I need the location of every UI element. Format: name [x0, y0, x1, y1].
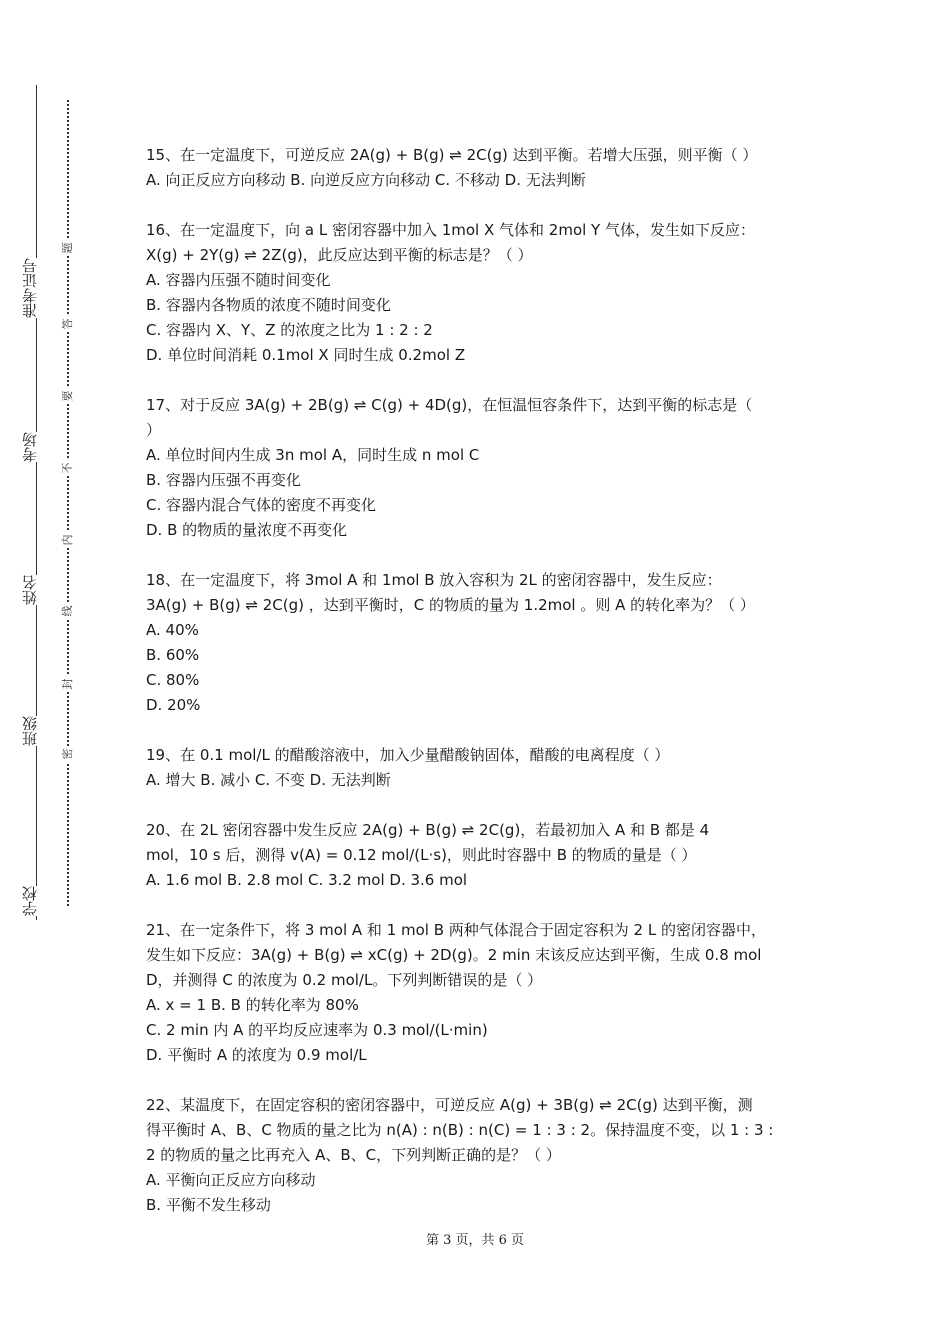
question-line: A. 1.6 mol B. 2.8 mol C. 3.2 mol D. 3.6 mol — [146, 871, 468, 889]
question-line: A. 平衡向正反应方向移动 — [146, 1171, 316, 1189]
question-line: 16、在一定温度下，向 a L 密闭容器中加入 1mol X 气体和 2mol Y 气体，发生如下反应： — [146, 221, 755, 239]
question-line: D. B 的物质的量浓度不再变化 — [146, 521, 348, 539]
question-22 — [146, 1093, 816, 1218]
seal-char: 要 — [62, 388, 74, 404]
question-line: 22、某温度下，在固定容积的密闭容器中，可逆反应 A(g) + 3B(g) ⇌ 2C(g) 达到平衡，测 — [146, 1096, 753, 1114]
question-line: ） — [146, 421, 162, 439]
page-footer: 第 3 页，共 6 页 — [425, 1233, 525, 1248]
question-line: B. 平衡不发生移动 — [146, 1196, 271, 1214]
question-line: C. 80% — [146, 671, 200, 689]
question-line: A. 单位时间内生成 3n mol A，同时生成 n mol C — [146, 446, 480, 464]
question-16 — [146, 218, 816, 368]
question-line: D. 20% — [146, 696, 201, 714]
question-line: B. 容器内各物质的浓度不随时间变化 — [146, 296, 391, 314]
seal-char: 题 — [62, 240, 74, 256]
seal-char: 不 — [62, 460, 74, 476]
question-line: C. 容器内混合气体的密度不再变化 — [146, 496, 377, 514]
question-line: X(g) + 2Y(g) ⇌ 2Z(g)，此反应达到平衡的标志是？（ ） — [146, 246, 533, 264]
question-line: 3A(g) + B(g) ⇌ 2C(g) ，达到平衡时，C 的物质的量为 1.2mol 。则 A 的转化率为？（ ） — [146, 596, 755, 614]
seal-char: 答 — [62, 316, 74, 332]
binding-solid-line — [36, 85, 37, 920]
question-line: A. 容器内压强不随时间变化 — [146, 271, 331, 289]
question-line: 发生如下反应：3A(g) + B(g) ⇌ xC(g) + 2D(g)。2 min 末该反应达到平衡，生成 0.8 mol — [146, 946, 762, 964]
binding-label-name: 姓名 — [22, 575, 50, 605]
question-17 — [146, 393, 816, 543]
binding-dotted-line — [67, 100, 69, 906]
question-line: D. 平衡时 A 的浓度为 0.9 mol/L — [146, 1046, 367, 1064]
binding-label-class: 班级 — [22, 716, 50, 746]
question-line: A. x = 1 B. B 的转化率为 80% — [146, 996, 359, 1014]
question-line: A. 增大 B. 减小 C. 不变 D. 无法判断 — [146, 771, 391, 789]
question-line: C. 2 min 内 A 的平均反应速率为 0.3 mol/(L·min) — [146, 1021, 488, 1039]
seal-char: 密 — [62, 746, 74, 762]
question-20 — [146, 818, 816, 893]
question-line: mol，10 s 后，测得 v(A) = 0.12 mol/(L·s)，则此时容器中 B 的物质的量是（ ） — [146, 846, 697, 864]
binding-label-exam-room: 考场 — [22, 432, 50, 462]
question-line: 19、在 0.1 mol/L 的醋酸溶液中，加入少量醋酸钠固体，醋酸的电离程度（ ） — [146, 746, 670, 764]
question-15 — [146, 143, 816, 193]
question-line: D. 单位时间消耗 0.1mol X 同时生成 0.2mol Z — [146, 346, 466, 364]
question-list — [146, 143, 816, 1243]
question-line: C. 容器内 X、Y、Z 的浓度之比为 1 : 2 : 2 — [146, 321, 433, 339]
question-21 — [146, 918, 816, 1068]
question-line: B. 60% — [146, 646, 200, 664]
question-line: 20、在 2L 密闭容器中发生反应 2A(g) + B(g) ⇌ 2C(g)，若最初加入 A 和 B 都是 4 — [146, 821, 710, 839]
question-line: 2 的物质的量之比再充入 A、B、C，下列判断正确的是？（ ） — [146, 1146, 561, 1164]
question-line: A. 40% — [146, 621, 199, 639]
binding-label-exam-number: 准考证号 — [22, 258, 50, 318]
question-line: 21、在一定条件下，将 3 mol A 和 1 mol B 两种气体混合于固定容积为 2 L 的密闭容器中， — [146, 921, 766, 939]
question-19 — [146, 743, 816, 793]
question-18 — [146, 568, 816, 718]
seal-char: 封 — [62, 676, 74, 692]
question-line: 18、在一定温度下，将 3mol A 和 1mol B 放入容积为 2L 的密闭容器中，发生反应： — [146, 571, 722, 589]
binding-label-school: 学校 — [22, 886, 50, 916]
question-line: 17、对于反应 3A(g) + 2B(g) ⇌ C(g) + 4D(g)，在恒温恒容条件下，达到平衡的标志是（ — [146, 396, 753, 414]
question-line: B. 容器内压强不再变化 — [146, 471, 301, 489]
seal-char: 内 — [62, 532, 74, 548]
question-line: A. 向正反应方向移动 B. 向逆反应方向移动 C. 不移动 D. 无法判断 — [146, 171, 586, 189]
question-line: D，并测得 C 的浓度为 0.2 mol/L。下列判断错误的是（ ） — [146, 971, 543, 989]
question-line: 得平衡时 A、B、C 物质的量之比为 n(A) : n(B) : n(C) = 1 : 3 : 2。保持温度不变，以 1 : 3 : — [146, 1121, 774, 1139]
question-line: 15、在一定温度下，可逆反应 2A(g) + B(g) ⇌ 2C(g) 达到平衡。若增大压强，则平衡（ ） — [146, 146, 758, 164]
seal-char: 线 — [62, 603, 74, 619]
